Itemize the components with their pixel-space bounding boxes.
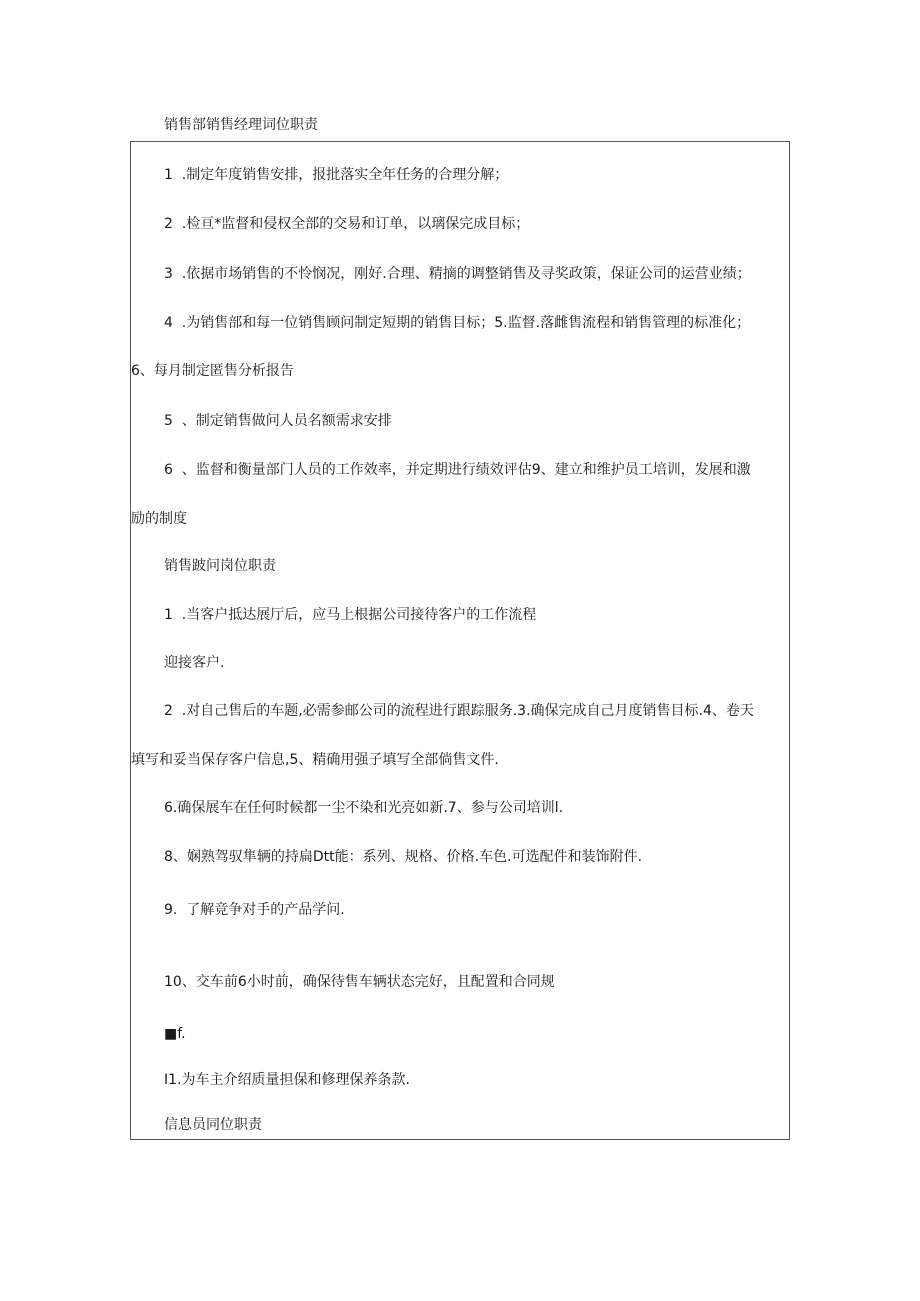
section-title: 信息员同位职责 xyxy=(164,1117,262,1133)
duty-line: 3 .依据市场销售的不怜悯况，刚好.合理、精摘的调整销售及寻奖政策，保证公司的运营业绩； xyxy=(164,266,751,282)
duty-line: 励的制度 xyxy=(131,511,187,527)
duty-line: 4 .为销售部和每一位销售顾问制定短期的销售目标；5.监督.落雌售流程和销售管理的标准化； xyxy=(164,315,751,331)
duty-line: ■f. xyxy=(164,1026,186,1042)
duty-line: 5 、制定销售做问人员名额需求安排 xyxy=(164,413,392,429)
duty-line: 9. 了解竞争对手的产品学问. xyxy=(164,902,345,918)
duty-line: 2 .检亘*监督和侵权全部的交易和订单，以璃保完成目标； xyxy=(164,216,530,232)
duty-line: 2 .对自己售后的车题,必需参邮公司的流程进行跟踪服务.3.确保完成自己月度销售目标.4、卷天 xyxy=(164,703,754,719)
page-title: 销售部销售经理词位职责 xyxy=(164,117,318,133)
duty-line: 迎接客户. xyxy=(164,655,225,671)
duty-line: 6 、监督和衡量部门人员的工作效率，并定期进行绩效评估9、建立和维护员工培训，发展和激 xyxy=(164,462,751,478)
duty-line: 填写和妥当保存客户信息,5、精确用强子填写全部倘售文件. xyxy=(131,752,499,768)
section-title: 销售跛问岗位职责 xyxy=(164,558,276,574)
duty-line: I1.为车主介绍质量担保和修理保养条款. xyxy=(164,1072,410,1088)
duty-line: 1 .当客户抵达展厅后，应马上根据公司接待客户的工作流程 xyxy=(164,607,537,623)
duty-line: 1 .制定年度销售安排，报批落实全年任务的合理分解； xyxy=(164,167,509,183)
duty-line: 10、交车前6小时前，确保待售车辆状态完好，且配置和合同规 xyxy=(164,974,555,990)
duty-line: 6.确保展车在任何时候都一尘不染和光亮如新.7、参与公司培训l. xyxy=(164,800,564,816)
duty-line: 8、娴熟驾驭隼辆的持扁Dtt能：系列、规格、价格.车色.可选配件和装饰附件. xyxy=(164,849,643,865)
duty-line: 6、每月制定匿售分析报告 xyxy=(131,363,294,379)
